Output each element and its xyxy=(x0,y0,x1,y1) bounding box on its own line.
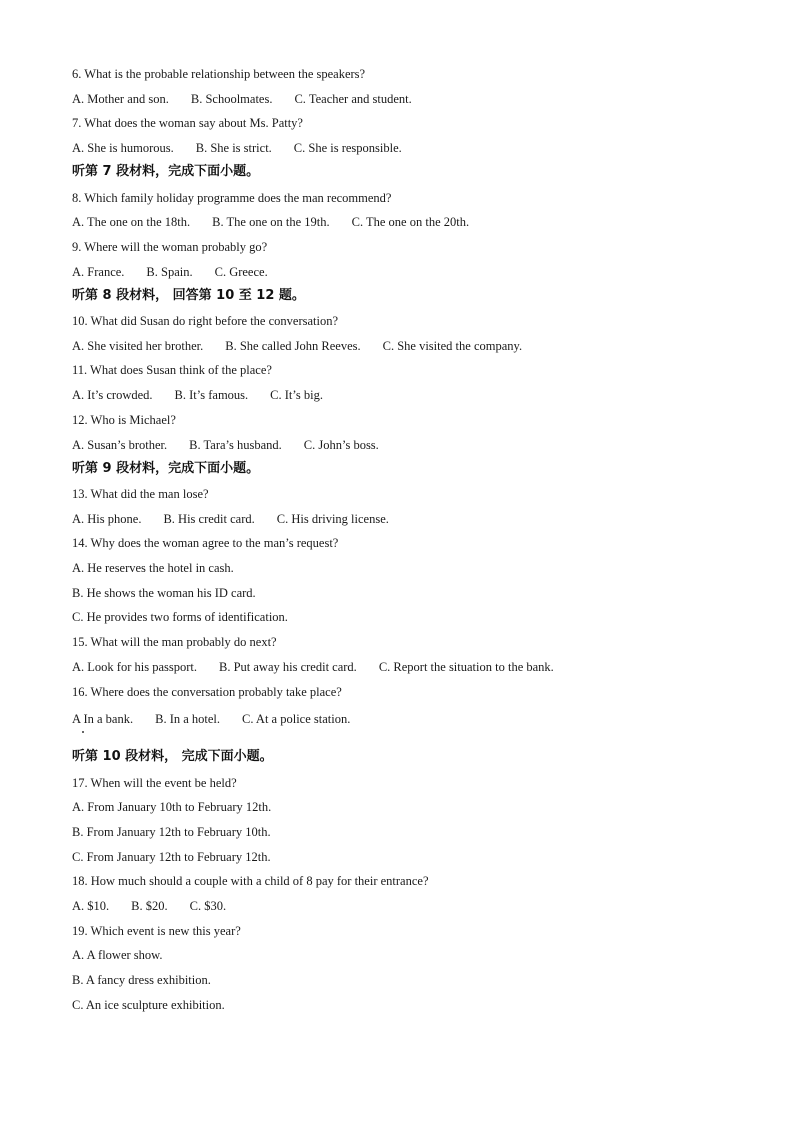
question-10-options xyxy=(72,338,522,354)
q9-option-a: A. France. xyxy=(72,265,125,279)
q9-option-b: B. Spain. xyxy=(146,265,193,279)
question-13-options xyxy=(72,511,389,527)
question-15-options xyxy=(72,659,554,675)
q18-option-b: B. $20. xyxy=(131,899,168,913)
q19-option-a: A. A flower show. xyxy=(72,948,163,962)
question-16-options xyxy=(72,711,350,727)
question-8-options xyxy=(72,214,469,230)
q17-option-b: B. From January 12th to February 10th. xyxy=(72,825,271,839)
q19-option-c: C. An ice sculpture exhibition. xyxy=(72,998,225,1012)
q12-option-b: B. Tara’s husband. xyxy=(189,438,282,452)
q11-option-a: A. It’s crowded. xyxy=(72,388,153,402)
question-9-options xyxy=(72,264,268,280)
q9-option-c: C. Greece. xyxy=(214,265,268,279)
q15-option-b: B. Put away his credit card. xyxy=(219,660,357,674)
question-18-options xyxy=(72,898,226,914)
q10-option-b: B. She called John Reeves. xyxy=(225,339,361,353)
question-12-options xyxy=(72,437,379,453)
q7-option-b: B. She is strict. xyxy=(195,141,272,155)
question-7-stem: 7. What does the woman say about Ms. Patty? xyxy=(72,116,303,130)
q6-option-a: A. Mother and son. xyxy=(72,92,169,106)
q18-option-c: C. $30. xyxy=(189,899,227,913)
question-16-stem: 16. Where does the conversation probably take place? xyxy=(72,685,342,699)
section-heading-9: 听第 9 段材料，完成下面小题。 xyxy=(72,461,260,476)
q11-option-c: C. It’s big. xyxy=(270,388,323,402)
question-11-options xyxy=(72,387,323,403)
question-14-stem: 14. Why does the woman agree to the man’s request? xyxy=(72,536,339,550)
question-9-stem: 9. Where will the woman probably go? xyxy=(72,240,268,254)
q17-option-c: C. From January 12th to February 12th. xyxy=(72,850,271,864)
q12-option-a: A. Susan’s brother. xyxy=(72,438,168,452)
question-19-stem: 19. Which event is new this year? xyxy=(72,924,241,938)
question-13-stem: 13. What did the man lose? xyxy=(72,487,209,501)
q14-option-b: B. He shows the woman his ID card. xyxy=(72,586,256,600)
q11-option-b: B. It’s famous. xyxy=(174,388,249,402)
question-6-stem: 6. What is the probable relationship between the speakers? xyxy=(72,67,366,81)
q14-option-c: C. He provides two forms of identification. xyxy=(72,610,288,624)
q8-option-b: B. The one on the 19th. xyxy=(212,215,330,229)
q17-option-a: A. From January 10th to February 12th. xyxy=(72,800,272,814)
question-11-stem: 11. What does Susan think of the place? xyxy=(72,363,272,377)
q15-option-c: C. Report the situation to the bank. xyxy=(378,660,554,674)
q19-option-b: B. A fancy dress exhibition. xyxy=(72,973,211,987)
q7-option-c: C. She is responsible. xyxy=(293,141,402,155)
q8-option-c: C. The one on the 20th. xyxy=(351,215,470,229)
section-heading-7: 听第 7 段材料，完成下面小题。 xyxy=(72,164,260,179)
stray-dot-mark xyxy=(82,731,84,733)
q10-option-c: C. She visited the company. xyxy=(382,339,523,353)
q14-option-a: A. He reserves the hotel in cash. xyxy=(72,561,234,575)
q8-option-a: A. The one on the 18th. xyxy=(72,215,191,229)
section-heading-10: 听第 10 段材料， 完成下面小题。 xyxy=(72,749,273,764)
question-17-stem: 17. When will the event be held? xyxy=(72,776,237,790)
q16-option-c: C. At a police station. xyxy=(242,712,351,726)
section-heading-8: 听第 8 段材料， 回答第 10 至 12 题。 xyxy=(72,288,305,303)
q16-option-a: A In a bank. xyxy=(72,712,134,726)
q7-option-a: A. She is humorous. xyxy=(72,141,174,155)
question-12-stem: 12. Who is Michael? xyxy=(72,413,176,427)
question-18-stem: 18. How much should a couple with a child of 8 pay for their entrance? xyxy=(72,874,429,888)
q6-option-b: B. Schoolmates. xyxy=(190,92,273,106)
question-15-stem: 15. What will the man probably do next? xyxy=(72,635,277,649)
question-6-options xyxy=(72,91,412,107)
q10-option-a: A. She visited her brother. xyxy=(72,339,204,353)
q13-option-c: C. His driving license. xyxy=(276,512,389,526)
question-8-stem: 8. Which family holiday programme does the man recommend? xyxy=(72,191,392,205)
q13-option-a: A. His phone. xyxy=(72,512,142,526)
q6-option-c: C. Teacher and student. xyxy=(294,92,412,106)
question-7-options xyxy=(72,140,402,156)
q15-option-a: A. Look for his passport. xyxy=(72,660,197,674)
q13-option-b: B. His credit card. xyxy=(163,512,255,526)
question-10-stem: 10. What did Susan do right before the conversation? xyxy=(72,314,339,328)
q16-option-b: B. In a hotel. xyxy=(155,712,221,726)
q18-option-a: A. $10. xyxy=(72,899,110,913)
q12-option-c: C. John’s boss. xyxy=(303,438,379,452)
